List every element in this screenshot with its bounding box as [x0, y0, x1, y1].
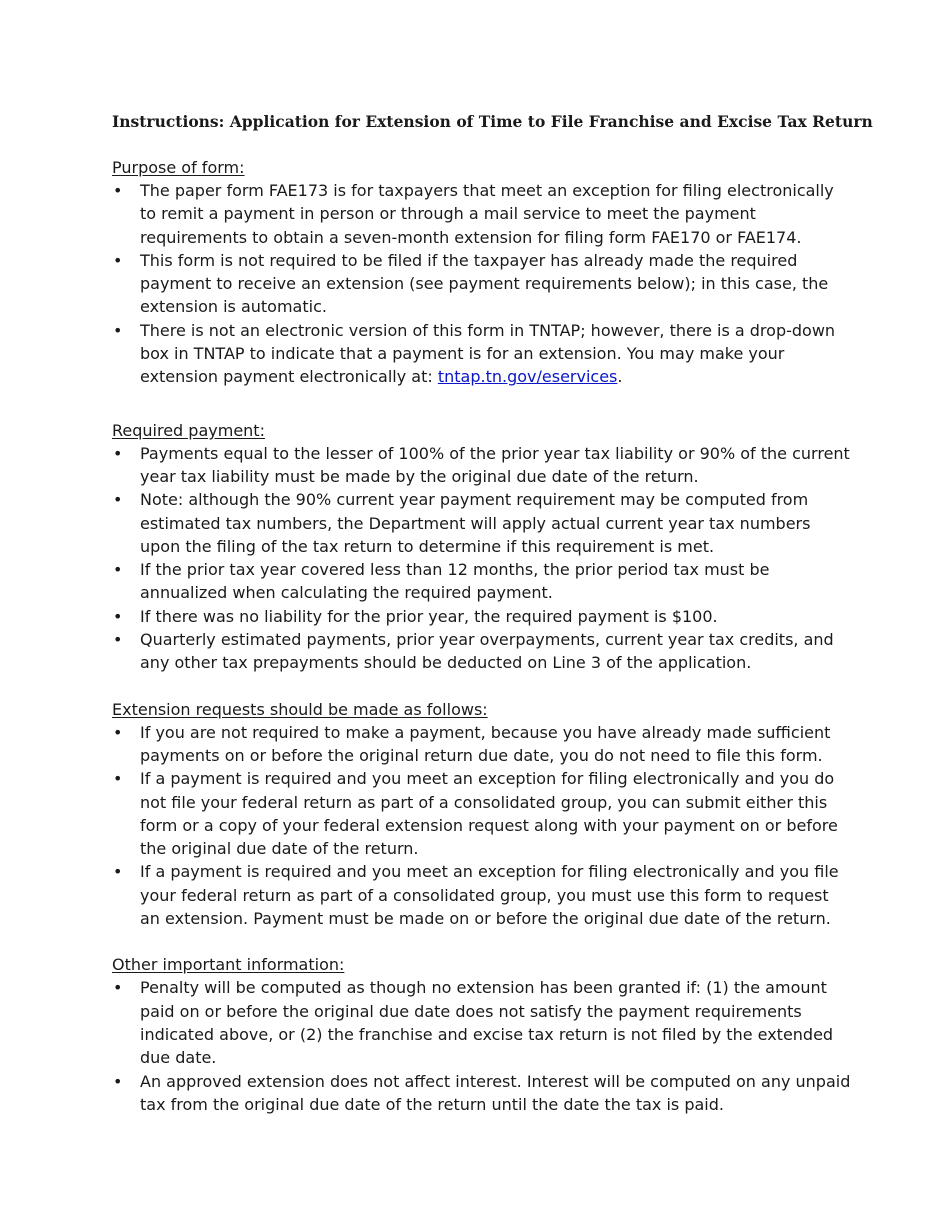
section-other-info [112, 953, 852, 1116]
section-extension-requests [112, 698, 852, 931]
list-item-text: There is not an electronic version of this form in TNTAP; however, there is a drop-down box in TNTAP to indicate that a payment is for an extension. You may make your extension payment electronically at: [140, 320, 836, 387]
section-heading-required-payment: Required payment: [112, 420, 265, 440]
list-item: • Payments equal to the lesser of 100% of the prior year tax liability or 90% of the current year tax liability must be made by the original due date of the return. [112, 442, 852, 489]
list-item: • If the prior tax year covered less than 12 months, the prior period tax must be annualized when calculating the required payment. [112, 558, 852, 605]
section-purpose [112, 156, 852, 389]
list-item: • An approved extension does not affect interest. Interest will be computed on any unpaid tax from the original due date of the return until the date the tax is paid. [112, 1070, 852, 1117]
page-title: Instructions: Application for Extension of Time to File Franchise and Excise Tax Return [112, 112, 873, 131]
spacer [112, 930, 852, 953]
list-item: • If a payment is required and you meet an exception for filing electronically and you file your federal return as part of a consolidated group, you must use this form to request an extension. Payment must be made on or before the original due date of the return. [112, 860, 852, 930]
other-info-list [112, 976, 852, 1116]
spacer [112, 675, 852, 698]
extension-requests-list [112, 721, 852, 931]
list-item: • The paper form FAE173 is for taxpayers that meet an exception for filing electronically to remit a payment in person or through a mail service to meet the payment requirements to obtain a seven-month extension for filing form FAE170 or FAE174. [112, 179, 852, 249]
list-item: • Penalty will be computed as though no extension has been granted if: (1) the amount paid on or before the original due date does not satisfy the payment requirements indicated above, or (2) the franchise and excise tax return is not filed by the extended due date. [112, 976, 852, 1069]
list-item: • Note: although the 90% current year payment requirement may be computed from estimated tax numbers, the Department will apply actual current year tax numbers upon the filing of the tax return to determine if this requirement is met. [112, 488, 852, 558]
eservices-link[interactable]: tntap.tn.gov/eservices [437, 367, 618, 387]
list-item: • Quarterly estimated payments, prior year overpayments, current year tax credits, and any other tax prepayments should be deducted on Line 3 of the application. [112, 628, 852, 675]
section-heading-other-info: Other important information: [112, 955, 345, 975]
section-heading-extension-requests: Extension requests should be made as follows: [112, 699, 488, 719]
section-required-payment [112, 419, 852, 675]
purpose-list [112, 179, 852, 389]
list-item [112, 319, 852, 389]
list-item: • This form is not required to be filed if the taxpayer has already made the required payment to receive an extension (see payment requirements below); in this case, the extension is automatic. [112, 249, 852, 319]
list-item: • If you are not required to make a payment, because you have already made sufficient payments on or before the original return due date, you do not need to file this form. [112, 721, 852, 768]
list-item: • If there was no liability for the prior year, the required payment is $100. [112, 605, 852, 628]
instructions-page [112, 110, 873, 1116]
spacer [112, 389, 852, 419]
list-item-end: . [617, 367, 623, 387]
list-item: • If a payment is required and you meet an exception for filing electronically and you do not file your federal return as part of a consolidated group, you can submit either this form or a copy of your federal extension request along with your payment on or before the original due date of the return. [112, 767, 852, 860]
required-payment-list [112, 442, 852, 675]
section-heading-purpose: Purpose of form: [112, 158, 245, 177]
